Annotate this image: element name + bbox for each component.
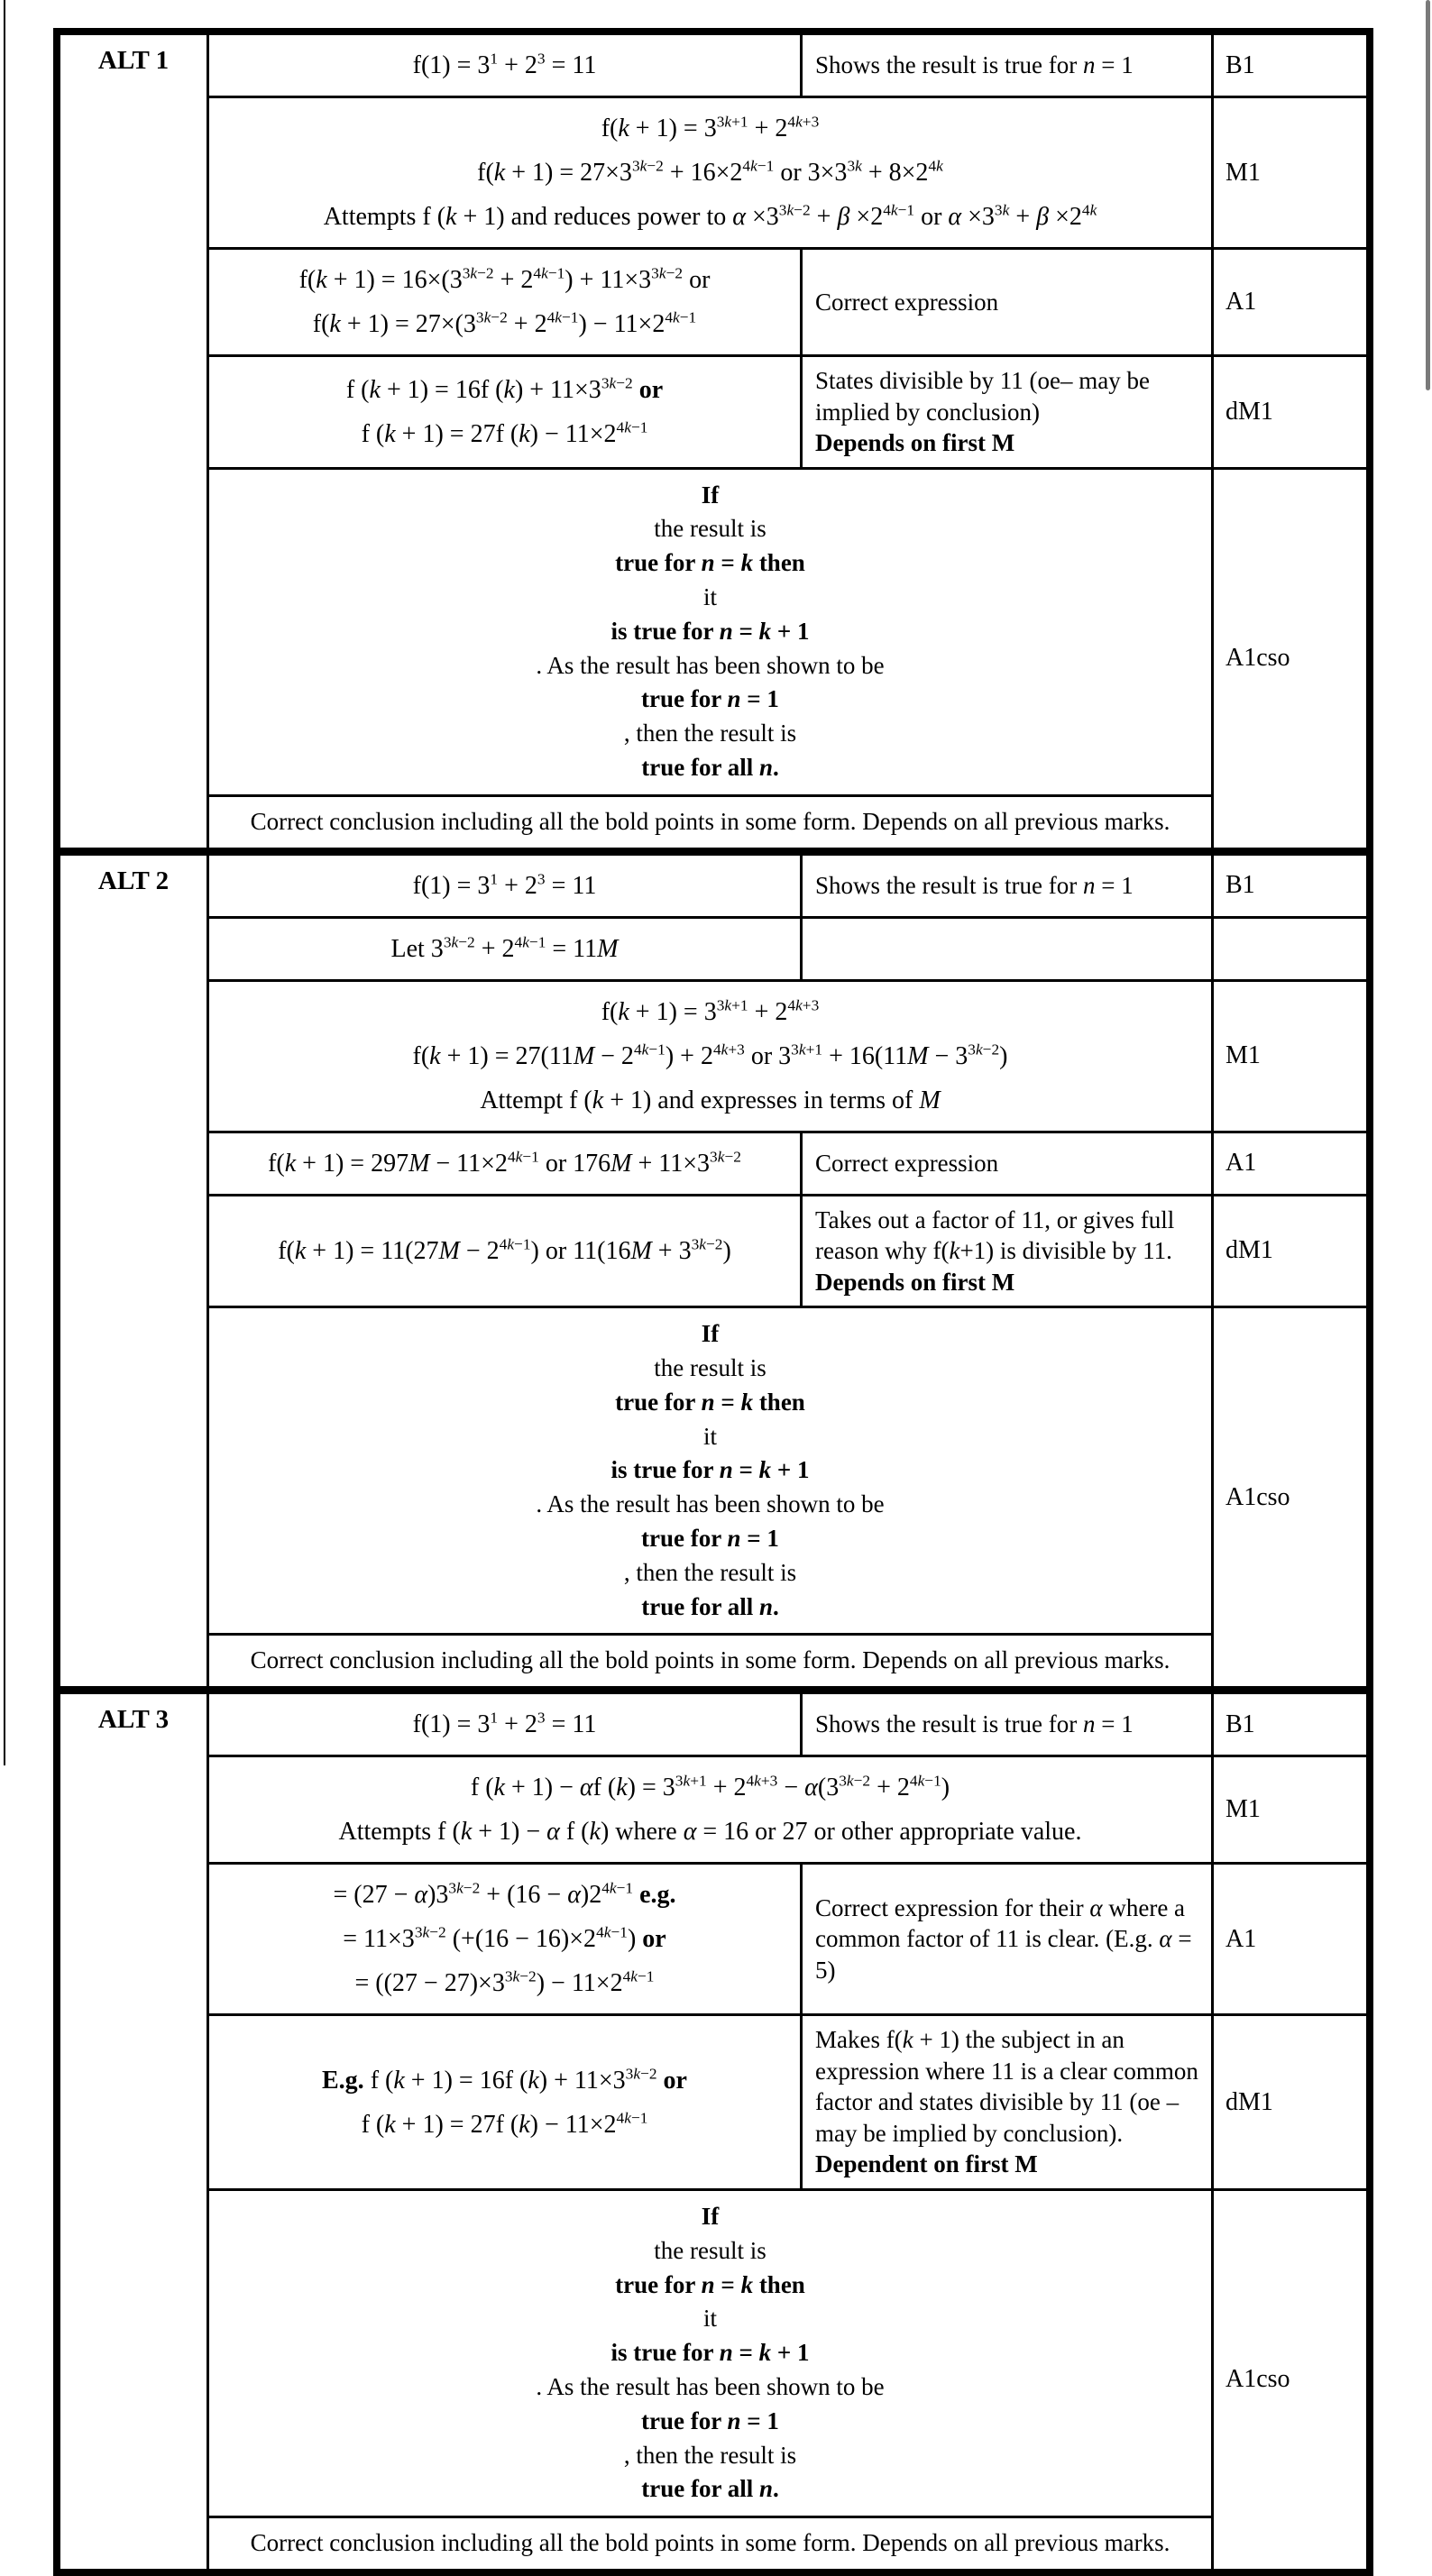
math-line: E.g. f (k + 1) = 16f $(k) + 11\times 3^{3k-2}$ or (322, 2065, 687, 2095)
mark-label: M1 (1225, 1795, 1261, 1824)
math-line: = $((27 - 27)\times 3^{3k-2}) - 11\times 2^{4k-1}$ (354, 1967, 655, 1998)
comment-cell (800, 2016, 1211, 2188)
table-row (209, 2188, 1366, 2569)
conclusion-note-text: Correct conclusion including all the bold points in some form. Depends on all previous marks. (250, 1646, 1170, 1674)
working-cell (209, 1865, 800, 2013)
working-cell (209, 98, 1211, 247)
mark-cell (1211, 98, 1366, 247)
page-left-border (4, 0, 5, 1765)
mark-cell (1211, 1133, 1366, 1194)
math-line: f (k + 1) = 27f $(k) - 11\times 2^{4k-1}$ (361, 418, 648, 448)
mark-label: B1 (1225, 50, 1255, 79)
conclusion-cell (209, 1308, 1211, 1686)
math-line: f (k + 1) = 27f $(k) - 11\times 2^{4k-1}$ (361, 2109, 648, 2139)
mark-label: A1cso (1225, 644, 1290, 673)
math-line: Attempts f (k + 1) − α f (k) where α = 16 or 27 or other appropriate value. (338, 1818, 1082, 1847)
math-line: $f(k + 1) = 11(27M - 2^{4k-1})$ or $11(16M + 3^{3k-2})$ (278, 1235, 731, 1265)
mark-cell (1211, 856, 1366, 916)
working-cell (209, 357, 800, 467)
working-cell (209, 2016, 800, 2188)
comment-text: Makes f(k + 1) the subject in an expression where 11 is a clear common factor and states divisible by 11 (oe – may be implied by conclusion). Dependent on first M (815, 2026, 1198, 2178)
conclusion-bold-text: If the result is true for n = k then it is true for n = k + 1 . As the result has been shown to be true for n = 1 , then the result is true for all n. (209, 1308, 1211, 1636)
working-cell (209, 1196, 800, 1306)
alt-section-2 (60, 848, 1366, 1687)
conclusion-bold-text: If the result is true for n = k then it is true for n = k + 1 . As the result has been shown to be true for n = 1 , then the result is true for all n. (209, 470, 1211, 797)
alt-label: ALT 3 (60, 1694, 209, 2569)
scrollbar-thumb[interactable] (1426, 0, 1430, 390)
mark-cell (1211, 1308, 1366, 1686)
working-cell (209, 250, 800, 354)
conclusion-note-text: Correct conclusion including all the bold points in some form. Depends on all previous marks. (250, 807, 1170, 835)
rows-column (209, 1694, 1366, 2569)
math-line: $f(1) = 3^1 + 2^3 = 11$ (412, 870, 597, 900)
math-line: Let $3^{3k-2} + 2^{4k-1} = 11M$ (390, 933, 619, 963)
working-cell (209, 1133, 800, 1194)
math-line: f (k + 1) − αf $(k) = 3^{3k+1} + 2^{4k+3} - \alpha(3^{3k-2} + 2^{4k-1})$ (470, 1772, 950, 1802)
table-row (209, 1306, 1366, 1686)
mark-scheme-table (53, 28, 1373, 2576)
comment-cell (800, 357, 1211, 467)
comment-cell (800, 919, 1211, 979)
math-line: $f(k + 1) = 27\times(3^{3k-2} + 2^{4k-1}) - 11\times 2^{4k-1}$ (312, 308, 697, 338)
comment-cell (800, 856, 1211, 916)
math-line: Attempt f (k + 1) and expresses in terms of M (480, 1086, 941, 1114)
mark-cell (1211, 1694, 1366, 1755)
table-row (209, 979, 1366, 1131)
math-line: $f(k + 1) = 27\times 3^{3k-2} + 16\times 2^{4k-1}$ or $3\times 3^{3k} + 8\times 2^{4k}$ (477, 157, 943, 187)
table-row (209, 1755, 1366, 1862)
math-line: $f(1) = 3^1 + 2^3 = 11$ (412, 1709, 597, 1739)
comment-text: States divisible by 11 (oe– may be implied by conclusion) Depends on first M (815, 367, 1150, 457)
mark-cell (1211, 357, 1366, 467)
math-line: $f(k + 1) = 3^{3k+1} + 2^{4k+3}$ (601, 996, 820, 1026)
mark-label: A1cso (1225, 2365, 1290, 2394)
rows-column (209, 856, 1366, 1687)
alt-section-3 (60, 1686, 1366, 2569)
mark-label: dM1 (1225, 1236, 1273, 1265)
mark-label: B1 (1225, 871, 1255, 900)
math-line: $f(1) = 3^1 + 2^3 = 11$ (412, 50, 597, 79)
table-row (209, 856, 1366, 916)
mark-cell (1211, 2016, 1366, 2188)
mark-cell (1211, 919, 1366, 979)
comment-text: Takes out a factor of 11, or gives full reason why f(k+1) is divisible by 11. Depends on first M (815, 1205, 1175, 1296)
math-line: $f(k + 1) = 297M - 11\times 2^{4k-1}$ or $176M + 11\times 3^{3k-2}$ (268, 1148, 741, 1178)
mark-label: M1 (1225, 1041, 1261, 1070)
mark-cell (1211, 35, 1366, 96)
mark-cell (1211, 250, 1366, 354)
working-cell (209, 919, 800, 979)
conclusion-cell (209, 2191, 1211, 2569)
comment-cell (800, 1865, 1211, 2013)
comment-cell (800, 35, 1211, 96)
table-row (209, 96, 1366, 247)
alt-label: ALT 2 (60, 856, 209, 1687)
comment-text: Shows the result is true for n = 1 (815, 871, 1134, 899)
comment-cell (800, 1196, 1211, 1306)
mark-cell (1211, 982, 1366, 1131)
conclusion-cell (209, 470, 1211, 848)
alt-section-1 (60, 35, 1366, 848)
mark-cell (1211, 2191, 1366, 2569)
comment-cell (800, 250, 1211, 354)
mark-label: A1cso (1225, 1482, 1290, 1511)
mark-label: M1 (1225, 158, 1261, 187)
table-row (209, 35, 1366, 96)
mark-cell (1211, 470, 1366, 848)
mark-cell (1211, 1865, 1366, 2013)
working-cell (209, 1757, 1211, 1862)
mark-label: A1 (1225, 1149, 1257, 1178)
working-cell (209, 982, 1211, 1131)
table-row (209, 2013, 1366, 2188)
comment-cell (800, 1694, 1211, 1755)
table-row (209, 467, 1366, 848)
table-row (209, 1862, 1366, 2013)
comment-text: Shows the result is true for n = 1 (815, 51, 1134, 79)
table-row (209, 247, 1366, 354)
mark-label: B1 (1225, 1710, 1255, 1738)
mark-label: dM1 (1225, 397, 1273, 426)
math-line: $f(k + 1) = 3^{3k+1} + 2^{4k+3}$ (601, 113, 820, 142)
mark-label: dM1 (1225, 2087, 1273, 2116)
math-line: $f(k + 1) = 16\times(3^{3k-2} + 2^{4k-1}) + 11\times 3^{3k-2}$ or (298, 264, 711, 294)
conclusion-note-text: Correct conclusion including all the bold points in some form. Depends on all previous marks. (250, 2529, 1170, 2557)
mark-label: A1 (1225, 1924, 1257, 1953)
alt-label: ALT 1 (60, 35, 209, 848)
table-row (209, 1131, 1366, 1194)
rows-column (209, 35, 1366, 848)
comment-cell (800, 1133, 1211, 1194)
conclusion-bold-text: If the result is true for n = k then it is true for n = k + 1 . As the result has been shown to be true for n = 1 , then the result is true for all n. (209, 2191, 1211, 2518)
table-row (209, 1694, 1366, 1755)
mark-cell (1211, 1196, 1366, 1306)
math-line: = $11\times 3^{3k-2}$ $(+(16 - 16)\times 2^{4k-1})$ or (343, 1923, 666, 1954)
math-line: f (k + 1) = 16f $(k) + 11\times 3^{3k-2}$ or (345, 374, 664, 404)
mark-cell (1211, 1757, 1366, 1862)
comment-text: Correct expression (815, 288, 999, 316)
working-cell (209, 1694, 800, 1755)
table-row (209, 916, 1366, 979)
table-row (209, 1194, 1366, 1306)
working-cell (209, 856, 800, 916)
math-line: Attempts f (k + 1) and reduces power to $\alpha \times 3^{3k-2} + \beta \times 2^{4k-1}$ or $\alpha \times 3^{3k} + \beta \times 2^{4k}$ (323, 201, 1097, 231)
working-cell (209, 35, 800, 96)
comment-text: Correct expression for their α where a common factor of 11 is clear. (E.g. α = 5) (815, 1893, 1192, 1984)
table-row (209, 354, 1366, 467)
comment-text: Shows the result is true for n = 1 (815, 1710, 1134, 1738)
math-line: $f(k + 1) = 27(11M - 2^{4k-1}) + 2^{4k+3}$ or $3^{3k+1} + 16(11M - 3^{3k-2})$ (412, 1040, 1008, 1070)
math-line: = $(27 - \alpha)3^{3k-2} + (16 - \alpha)2^{4k-1}$ e.g. (333, 1879, 676, 1910)
mark-label: A1 (1225, 288, 1257, 316)
comment-text: Correct expression (815, 1149, 999, 1177)
